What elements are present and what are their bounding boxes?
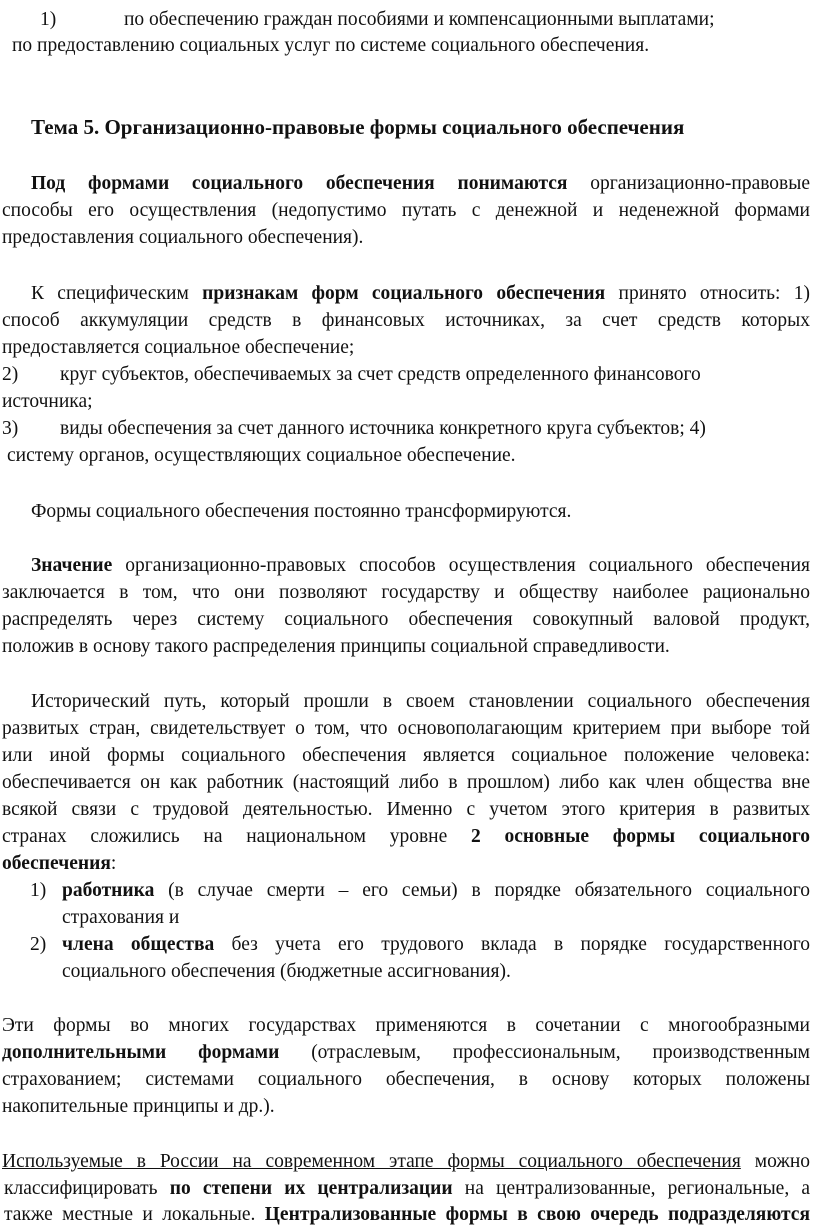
paragraph-line: К специфическим признакам форм социального обеспечения принято относить: 1) [31,283,811,304]
section-heading: Тема 5. Организационно-правовые формы социального обеспечения [31,115,685,139]
paragraph-line: обеспечивается он как работник (настоящий либо в прошлом) либо как член общества вне [2,772,810,793]
paragraph-line: систему органов, осуществляющих социальное обеспечение. [7,445,516,466]
bold-term: Значение [31,555,113,576]
paragraph-line: Эти формы во многих государствах применяются в сочетании с многообразными [2,1015,810,1036]
bold-term: признакам форм социального обеспечения [202,283,606,304]
list-item-text: социального обеспечения (бюджетные ассигнования). [62,961,511,982]
bold-term: Под формами социального обеспечения понимаются [31,173,568,194]
paragraph-line: Под формами социального обеспечения понимаются организационно-правовые [31,173,811,194]
list-item-text: работника (в случае смерти – его семьи) в порядке обязательного социального [62,880,810,901]
list-number: 1) [30,880,47,901]
paragraph-line: предоставления социального обеспечения). [2,227,364,248]
underlined-text: Используемые в России на современном этапе формы социального обеспечения [2,1151,741,1172]
paragraph-line: всякой связи с трудовой деятельностью. Именно с учетом этого критерия в развитых [2,799,810,820]
paragraph-line: обеспечения: [2,853,117,874]
list-item-text: по обеспечению граждан пособиями и компенсационными выплатами; [124,9,715,30]
bold-term: обеспечения [2,853,111,874]
paragraph-line: странах сложились на национальном уровне 2 основные формы социального [2,826,810,847]
bold-term: по степени их централизации [169,1178,453,1199]
bold-term: работника [62,880,155,901]
paragraph-line: распределять через систему социального обеспечения совокупный валовой продукт, [2,609,810,630]
paragraph-line: Исторический путь, который прошли в своем становлении социального обеспечения [31,691,810,712]
bold-term: Централизованные формы в свою очередь подразделяются [264,1204,811,1225]
list-number: 2) [30,934,47,955]
paragraph-line: развитых стран, свидетельствует о том, что основополагающим критерием при выборе той [2,718,810,739]
paragraph-line: накопительные принципы и др.). [2,1096,275,1117]
bold-term: 2 основные формы социального [471,826,810,847]
paragraph-line: положив в основу такого распределения принципы социальной справедливости. [2,636,670,657]
paragraph-line: дополнительными формами (отраслевым, профессиональным, производственным [2,1042,810,1063]
list-number: 2) [2,364,19,385]
paragraph-line: заключается в том, что они позволяют государству и обществу наиболее рационально [2,582,810,603]
numbered-line: 3) виды обеспечения за счет данного источника конкретного круга субъектов; 4) [2,415,706,442]
paragraph-line: источника; [2,391,93,412]
list-item-text: члена общества без учета его трудового вклада в порядке государственного [62,934,811,955]
paragraph-transform: Формы социального обеспечения постоянно трансформируются. [31,501,572,522]
paragraph-line: классифицировать по степени их централизации на централизованные, региональные, а [4,1178,811,1199]
numbered-line: 2) круг субъектов, обеспечиваемых за счет средств определенного финансового [2,361,701,388]
intro-list-item-1 [40,6,715,33]
paragraph-line: или иной формы социального обеспечения является социальное положение человека: [2,745,810,766]
paragraph-line: Значение организационно-правовых способов осуществления социального обеспечения [31,555,810,576]
bold-term: дополнительными формами [2,1042,280,1063]
paragraph-line: Используемые в России на современном этапе формы социального обеспечения можно [2,1151,811,1172]
paragraph-line: способ аккумуляции средств в финансовых источниках, за счет средств которых [2,310,810,331]
paragraph-line: страхованием; системами социального обеспечения, в основу которых положены [2,1069,810,1090]
paragraph-line: способы его осуществления (недопустимо путать с денежной и неденежной формами [2,200,810,221]
list-number: 1) [40,9,57,30]
list-number: 3) [2,418,19,439]
intro-list-item-2: по предоставлению социальных услуг по системе социального обеспечения. [12,35,650,56]
list-item-text: страхования и [62,907,180,928]
bold-term: члена общества [62,934,215,955]
paragraph-line: также местные и локальные. Централизованные формы в свою очередь подразделяются [4,1204,811,1225]
paragraph-line: предоставляется социальное обеспечение; [2,337,355,358]
